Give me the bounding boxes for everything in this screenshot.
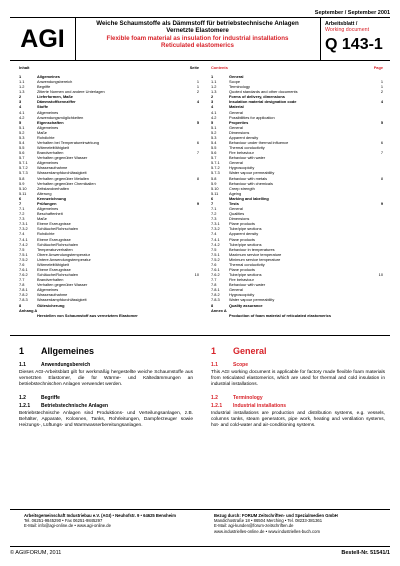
toc-entry-number: 5	[19, 119, 22, 125]
toc-entry-number: 5.10	[19, 185, 27, 191]
document-badge	[320, 18, 390, 60]
section-heading-en	[211, 346, 267, 356]
toc-entry-page: 1	[196, 84, 199, 90]
toc-entry-page: 10	[378, 272, 383, 278]
toc-entry-title: Marking and labelling	[229, 195, 269, 201]
toc-entry-title: Thermal conductivity	[229, 145, 265, 151]
toc-entry-title: Schläuche/Rohrschalen	[37, 241, 79, 247]
toc-entry-number: 7.1	[19, 206, 25, 212]
toc-entry-title: Minimum service temperature	[229, 256, 281, 262]
toc-entry-number: 5.6	[211, 150, 217, 156]
toc-entry-title: Fire behaviour	[229, 150, 254, 156]
toc-entry-number: 7.7	[211, 277, 217, 283]
toc-entry-title: Wärmeleitfähigkeit	[37, 145, 70, 151]
toc-entry-title: Verhalten gegenüber Wasser	[37, 282, 88, 288]
toc-entry-number: 7.4.1	[19, 236, 28, 242]
toc-entry-number: 5.9	[19, 180, 25, 186]
toc-entry-title: Plane products	[229, 221, 255, 227]
toc-entry-number: 7	[19, 200, 22, 206]
toc-entry-title: Lieferformen, Maße	[37, 94, 73, 100]
toc-entry-title: Schläuche/Rohrschalen	[37, 272, 79, 278]
toc-entry-number: 7.1	[211, 206, 217, 212]
toc-entry-title: Behaviour with metals	[229, 175, 268, 181]
toc-entry-number: 7.8.2	[19, 292, 28, 298]
toc-entry-title: Brandverhalten	[37, 277, 64, 283]
toc-entry-page: 1	[380, 84, 383, 90]
toc-entry-title: Wärmeleitfähigkeit	[37, 261, 70, 267]
toc-entry-title: Apparent density	[229, 134, 259, 140]
toc-entry-title: Beschaffenheit	[37, 211, 63, 217]
toc-entry-title: Forms of delivery, dimensions	[229, 94, 285, 100]
toc-entry-number: 5.4	[19, 140, 25, 146]
toc-entry-page: 2	[196, 89, 199, 95]
toc-german	[19, 65, 199, 318]
title-de-line1: Weiche Schaumstoffe als Dämmstoff für betriebstechnische Anlagen	[96, 20, 299, 27]
toc-entry-title: Kennzeichnung	[37, 195, 66, 201]
toc-entry-number: 7.3.2	[19, 226, 28, 232]
toc-entry-number: 5.7.2	[211, 165, 220, 171]
toc-entry-number: 6	[211, 195, 214, 201]
toc-entry-title: Tube/pipe sections	[229, 226, 262, 232]
toc-entry-number: 3	[211, 99, 214, 105]
toc-entry-number: 7.5.1	[211, 251, 220, 257]
toc-entry-title: Dämmstoffkennziffer	[37, 99, 76, 105]
toc-entry-title: Allgemeines	[37, 287, 59, 293]
toc-entry-title: General	[229, 206, 243, 212]
toc-entry-page: 6	[196, 140, 199, 146]
toc-entry-number: 1.2	[19, 84, 25, 90]
toc-entry-page: 5	[196, 119, 199, 125]
toc-entry-page: 8	[196, 175, 199, 181]
toc-entry-title: Maximum service temperature	[229, 251, 282, 257]
toc-german-page-label: Seite	[189, 65, 199, 70]
toc-entry-number: 4	[19, 104, 22, 110]
toc-entry-number: 7.8.2	[211, 292, 220, 298]
toc-entry-number: 5.4	[211, 140, 217, 146]
toc-entry-number: 7.4.1	[211, 236, 220, 242]
toc-entry-title: Ebene Erzeugnisse	[37, 266, 71, 272]
document-header	[10, 17, 390, 61]
toc-entry-number: 1.3	[211, 89, 217, 95]
toc-entry	[19, 313, 199, 318]
toc-entry-title: General	[229, 287, 243, 293]
toc-english	[211, 65, 383, 318]
paragraph: Industrial installations are production and distribution systems, e.g. vessels, columns tanks, steam generators, pipe work, heating and ventilation systems, hot- and cold-water and air-conditioning systems.	[211, 410, 385, 429]
subsection-title: Terminology	[233, 394, 263, 401]
subsection-title: Industrial installations	[233, 402, 287, 409]
toc-entry-title: Material	[229, 104, 244, 110]
toc-entry-number: 1.1	[19, 79, 25, 85]
toc-entry-number: 7.5.1	[19, 251, 28, 257]
toc-entry-number: 7.6.1	[211, 266, 220, 272]
toc-entry-title: Zitierte Normen und andere Unterlagen	[37, 89, 105, 95]
toc-entry-number: 5.7	[211, 155, 217, 161]
toc-entry-number: 7.6.1	[19, 266, 28, 272]
toc-entry-number: 1	[19, 74, 22, 79]
toc-entry-title: Quoted standards and other documents	[229, 89, 298, 95]
order-number: Bestell-Nr. 51541/1	[341, 550, 390, 556]
toc-entry-title: Anwendungsbereich	[37, 79, 73, 85]
forum-address: Mandichostraße 18 • 86504 Merching • Tel. 08233-381361	[214, 518, 323, 524]
agi-address: Arbeitsgemeinschaft Industriebau e.V. (AGI) • Neuhofstr. 9 • 64625 Bensheim	[24, 513, 176, 518]
toc-entry-number: 5.7.1	[211, 160, 220, 166]
title-de-line2: Vernetzte Elastomere	[166, 27, 229, 35]
toc-entry-title: Allgemeines	[37, 74, 60, 79]
toc-entry-number: 7.7	[19, 277, 25, 283]
toc-entry-page: 9	[196, 200, 199, 206]
document-titles	[75, 18, 320, 62]
toc-entry-title: Properties	[229, 119, 249, 125]
body-german	[19, 362, 193, 435]
toc-entry-number: 3	[19, 99, 22, 105]
subsection-heading	[19, 403, 193, 411]
toc-entry-title: Verhalten gegenüber Wasser	[37, 155, 88, 161]
toc-entry-title: Temperaturverhalten	[37, 246, 73, 252]
toc-entry-number: 5.7.3	[211, 170, 220, 176]
subsection-number: 1.2.1	[19, 402, 31, 409]
body-english	[211, 362, 385, 435]
toc-entry-number: 7.6.2	[19, 272, 28, 278]
title-en-line2: Reticulated elastomerics	[161, 41, 234, 49]
section-title-de: Allgemeines	[41, 346, 95, 356]
toc-german-title: Inhalt	[19, 65, 30, 70]
forum-web-link[interactable]: www.industrielles-online.de • www.industrielles-buch.com	[214, 528, 320, 534]
toc-entry-title: Prüfungen	[37, 200, 57, 206]
toc-entry-number: 7.4.2	[211, 241, 220, 247]
sheet-number: Q 143-1	[325, 36, 383, 53]
toc-entry-number: 7.8	[211, 282, 217, 288]
toc-entry-number: 5.2	[211, 129, 217, 135]
toc-entry-title: Verhalten gegenüber Chemikalien	[37, 180, 96, 186]
toc-entry-number: 7.3.1	[211, 221, 220, 227]
toc-entry-number: 5.8	[19, 175, 25, 181]
agi-email-link[interactable]: E-Mail: info@agi-online.de • www.agi-online.de	[24, 523, 111, 529]
toc-entry-number: 5.11	[19, 190, 27, 196]
toc-entry-number: 7.8.1	[211, 287, 220, 293]
toc-entry-number: 5.10	[211, 185, 219, 191]
issue-date: September / September 2001	[314, 10, 390, 16]
subsection-heading	[19, 362, 193, 370]
toc-entry-title: Stoffe	[37, 104, 49, 110]
toc-entry-title: General	[229, 74, 244, 79]
subsection-heading	[19, 395, 193, 403]
section-number-de: 1	[19, 346, 25, 356]
toc-entry-number: 5.7	[19, 155, 25, 161]
toc-entry-title: Production of foam material of reticulated elastomerics	[229, 312, 332, 318]
toc-entry-title: Plane products	[229, 266, 255, 272]
toc-entry-title: Herstellen von Schaumstoff aus vernetztem Elastomer	[37, 312, 138, 318]
toc-entry-title: Gütesicherung	[37, 302, 65, 308]
toc-entry-number: 1.1	[211, 79, 217, 85]
title-en-line1: Flexible foam material as insulation for industrial installations	[106, 34, 289, 42]
toc-entry-title: Begriffe	[37, 84, 51, 90]
toc-entry-page: 7	[380, 150, 383, 156]
forum-email-link[interactable]: E-Mail: agi-kunden@forum-zeitschriften.de	[214, 523, 294, 529]
toc-entry-page: 5	[380, 119, 383, 125]
toc-entry-title: Wasseraufnahme	[37, 165, 68, 171]
toc-entry-title: Rohdichte	[37, 134, 55, 140]
subsection-title: Scope	[233, 362, 249, 368]
toc-entry-title: Qualities	[229, 211, 245, 217]
toc-entry-title: Obere Anwendungstemperatur	[37, 251, 90, 257]
toc-entry-title: Fire behaviour	[229, 277, 254, 283]
toc-entry-number: 5.7.3	[19, 170, 28, 176]
toc-entry-title: Tube/pipe sections	[229, 241, 262, 247]
toc-entry-title: General	[229, 109, 243, 115]
toc-entry-title: Behaviour with chemicals	[229, 180, 273, 186]
toc-entry-number: 4.2	[19, 114, 25, 120]
toc-entry-title: Maße	[37, 129, 47, 135]
toc-entry-title: Behaviour in temperatures	[229, 246, 275, 252]
publisher-footer	[10, 509, 390, 547]
toc-entry-number: 2	[19, 94, 22, 100]
toc-entry-number: 7	[211, 200, 214, 206]
toc-german-list	[19, 74, 199, 318]
section-heading-de	[19, 346, 94, 356]
toc-entry-title: Water vapour permeability	[229, 170, 275, 176]
toc-english-page-label: Page	[373, 65, 383, 70]
toc-entry-title: Wasserdampfdurchlässigkeit	[37, 170, 87, 176]
toc-entry-title: Maße	[37, 216, 47, 222]
toc-entry-number: 7.3	[211, 216, 217, 222]
subsection-title: Anwendungsbereich	[41, 362, 91, 368]
section-number-en: 1	[211, 346, 217, 356]
toc-entry-title: Verhalten gegenüber Metallen	[37, 175, 89, 181]
toc-entry-title: General	[229, 160, 243, 166]
subsection-number: 1.1	[211, 362, 218, 368]
toc-entry-title: Rohdichte	[37, 231, 55, 237]
toc-entry-title: Zeitstandverhalten	[37, 185, 70, 191]
toc-entry-number: Annex A	[211, 307, 227, 313]
toc-entry-title: Thermal conductivity	[229, 261, 265, 267]
toc-entry-title: Ebene Erzeugnisse	[37, 221, 71, 227]
toc-entry-page: 9	[380, 200, 383, 206]
toc-entry-title: Allgemeines	[37, 124, 59, 130]
badge-label-de: Arbeitsblatt /	[325, 21, 358, 27]
toc-entry-title: Allgemeines	[37, 109, 59, 115]
toc-entry-title: Dimensions	[229, 216, 250, 222]
toc-entry-number: Anhang A	[19, 307, 38, 313]
toc-entry-title: Scope	[229, 79, 241, 85]
toc-entry-title: Untere Anwendungstemperatur	[37, 256, 91, 262]
toc-entry-number: 7.2	[19, 211, 25, 217]
toc-entry-title: Tests	[229, 200, 239, 206]
toc-entry-title: Brandverhalten	[37, 150, 64, 156]
toc-entry-number: 7.6.2	[211, 272, 220, 278]
toc-entry-title: Hygroscopicity	[229, 292, 255, 298]
subsection-number: 1.2	[211, 394, 218, 401]
agi-phone: Tel. 06251-9845290 • Fax 06251-9845297	[24, 518, 103, 524]
toc-entry-number: 6	[19, 195, 22, 201]
toc-entry-title: Allgemeines	[37, 160, 59, 166]
toc-entry-number: 7.8.3	[19, 297, 28, 303]
toc-entry-title: Wasseraufnahme	[37, 292, 68, 298]
toc-entry-number: 5.1	[211, 124, 217, 130]
toc-entry-page: 10	[194, 272, 199, 278]
toc-entry-page: 7	[196, 150, 199, 156]
agi-logo: AGI	[10, 18, 76, 60]
badge-label-en: Working document	[325, 27, 370, 33]
forum-name: Bezug durch: FORUM Zeitschriften- und Spezialmedien GmbH	[214, 513, 338, 518]
toc-entry-number: 5.3	[211, 134, 217, 140]
toc-entry-title: Schläuche/Rohrschalen	[37, 226, 79, 232]
toc-entry-title: Water vapour permeability	[229, 297, 275, 303]
subsection-number: 1.2.1	[211, 402, 223, 409]
toc-english-list	[211, 74, 383, 318]
toc-entry-title: Tube/pipe sections	[229, 272, 262, 278]
toc-entry-number: 7.4.2	[19, 241, 28, 247]
toc-entry-number: 5.3	[19, 134, 25, 140]
paragraph: Betriebstechnische Anlagen sind Produktions- und Verteilungsanlagen, z.B. Behälter, Apparate, Kolonnen, Tanks, Rohrleitungen, Dampferzeuger sowie Heizungs-, Lüftungs- und Warmwasserbereitungsanlagen.	[19, 410, 193, 429]
toc-entry-title: Wasserdampfdurchlässigkeit	[37, 297, 87, 303]
toc-entry-number: 5.11	[211, 190, 219, 196]
toc-entry-title: Possibilities for application	[229, 114, 275, 120]
toc-entry-page: 4	[196, 99, 199, 105]
subsection-heading	[211, 395, 385, 403]
subsection-heading	[211, 362, 385, 370]
paragraph: Dieses AGI-Arbeitsblatt gilt für werkmäßig hergestellte weiche Schaumstoffe aus vernetzten Elastomer, die für Wärme- und Kältedämmungen an betriebstechnischen Anlagen verwendet werden.	[19, 370, 193, 388]
subsection-number: 1.2	[19, 394, 26, 401]
section-title-en: General	[233, 346, 267, 356]
toc-english-title: Contents	[211, 65, 228, 70]
subsection-title: Begriffe	[41, 394, 60, 401]
toc-entry-number: 7.5.2	[19, 256, 28, 262]
toc-entry-number: 4.1	[19, 109, 25, 115]
toc-entry-page: 2	[380, 89, 383, 95]
toc-entry-number: 5.9	[211, 180, 217, 186]
toc-entry-title: Terminology	[229, 84, 250, 90]
toc-entry-number: 7.3.2	[211, 226, 220, 232]
toc-entry-title: Anwendungsmöglichkeiten	[37, 114, 84, 120]
toc-entry-title: General	[229, 124, 243, 130]
toc-entry-number: 1.2	[211, 84, 217, 90]
toc-entry-title: Ebene Erzeugnisse	[37, 236, 71, 242]
toc-entry-title: Quality assurance	[229, 302, 263, 308]
toc-entry-number: 7.8.1	[19, 287, 28, 293]
toc-entry-number: 7.4	[211, 231, 217, 237]
toc-entry-title: Ageing	[229, 190, 242, 196]
toc-entry-title: Apparent density	[229, 231, 259, 237]
toc-entry-title: Behaviour with water	[229, 282, 266, 288]
toc-entry-number: 5.7.2	[19, 165, 28, 171]
toc-entry-title: Allgemeines	[37, 206, 59, 212]
toc-entry-page: 1	[380, 79, 383, 85]
toc-entry-number: 1	[211, 74, 214, 79]
toc-entry-number: 7.2	[211, 211, 217, 217]
toc-entry-number: 5.1	[19, 124, 25, 130]
toc-entry-page: 6	[380, 140, 383, 146]
toc-entry-number: 5.8	[211, 175, 217, 181]
toc-entry-number: 2	[211, 94, 214, 100]
toc-entry	[211, 313, 383, 318]
paragraph: This AGI working document is applicable for factory made flexible foam materials from reticulated elastomerics, which are used for thermal and cold insulation in industrial installations.	[211, 370, 385, 388]
toc-entry-number: 1.3	[19, 89, 25, 95]
toc-entry-number: 7.3	[19, 216, 25, 222]
toc-entry-number: 5.2	[19, 129, 25, 135]
toc-entry-number: 7.3.1	[19, 221, 28, 227]
toc-entry-number: 7.5	[211, 246, 217, 252]
agi-contact	[24, 513, 194, 529]
toc-entry-number: 7.8	[19, 282, 25, 288]
toc-entry-title: Hygroscopicity	[229, 165, 255, 171]
toc-german-heading	[19, 65, 199, 74]
toc-entry-number: 5.5	[211, 145, 217, 151]
toc-entry-title: Insulation material designation code	[229, 99, 297, 105]
toc-entry-number: 7.6	[19, 261, 25, 267]
forum-contact	[214, 513, 384, 534]
toc-entry-number: 8	[19, 302, 22, 308]
toc-entry-number: 5.5	[19, 145, 25, 151]
toc-entry-number: 5.6	[19, 150, 25, 156]
toc-entry-number: 7.4	[19, 231, 25, 237]
toc-entry-number: 4.2	[211, 114, 217, 120]
toc-entry-page: 8	[380, 175, 383, 181]
toc-entry-number: 7.5.2	[211, 256, 220, 262]
copyright: © AGI/FORUM, 2011	[10, 550, 62, 556]
toc-entry-number: 7.5	[19, 246, 25, 252]
toc-entry-title: Verhalten bei Temperatureinwirkung	[37, 140, 99, 146]
toc-entry-number: 8	[211, 302, 214, 308]
toc-english-heading	[211, 65, 383, 74]
toc-entry-title: Behaviour under thermal influence	[229, 140, 289, 146]
toc-entry-title: Behaviour with water	[229, 155, 266, 161]
toc-entry-number: 5.7.1	[19, 160, 28, 166]
toc-entry-title: Creep strength	[229, 185, 255, 191]
toc-entry-page: 4	[380, 99, 383, 105]
toc-entry-number: 4	[211, 104, 214, 110]
toc-entry-number: 7.8.3	[211, 297, 220, 303]
toc-entry-title: Plane products	[229, 236, 255, 242]
toc-entry-page: 1	[196, 79, 199, 85]
toc-entry-number: 7.6	[211, 261, 217, 267]
toc-entry-number: 4.1	[211, 109, 217, 115]
toc-entry-number: 5	[211, 119, 214, 125]
toc-entry-title: Dimensions	[229, 129, 250, 135]
toc-entry-title: Eigenschaften	[37, 119, 64, 125]
divider	[10, 335, 390, 336]
subsection-number: 1.1	[19, 362, 26, 368]
subsection-title: Betriebstechnische Anlagen	[41, 402, 109, 409]
subsection-heading	[211, 403, 385, 411]
toc-entry-title: Alterung	[37, 190, 52, 196]
